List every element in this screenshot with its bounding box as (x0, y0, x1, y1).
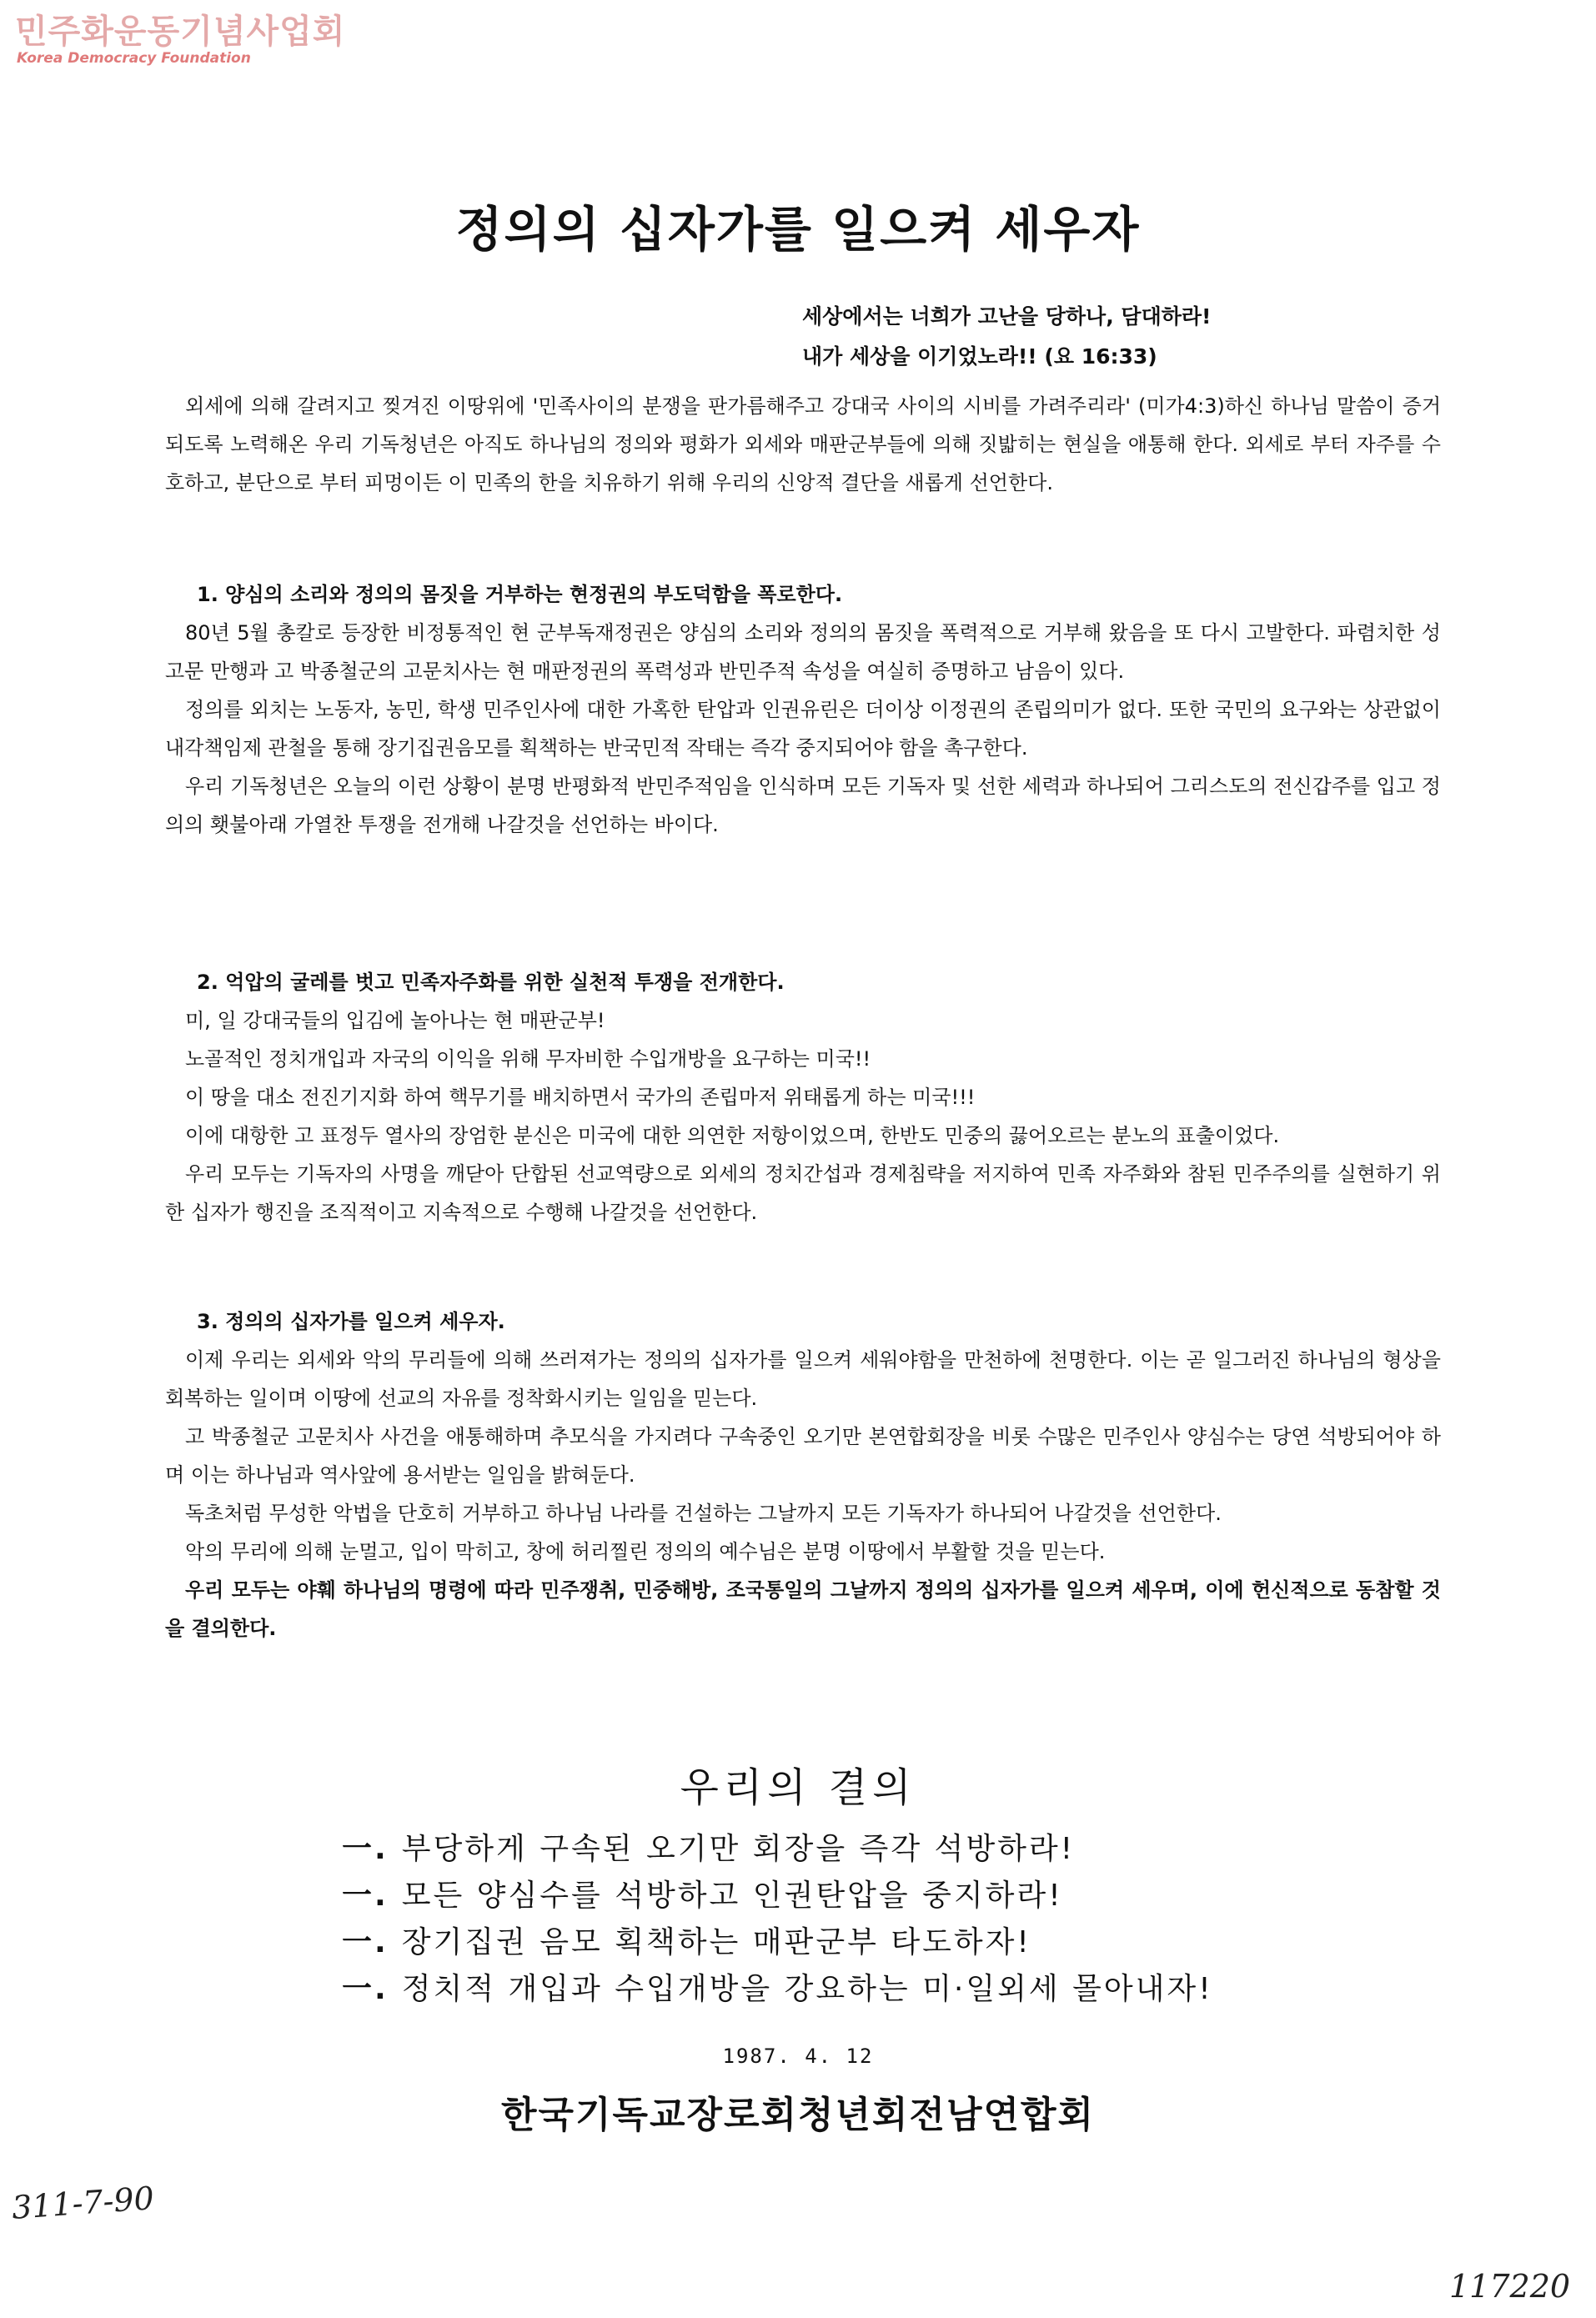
handwritten-page-number: 117220 (1449, 2268, 1571, 2305)
resolution-bullet: 一. (342, 1972, 389, 2006)
resolution-text: 부당하게 구속된 오기만 회장을 즉각 석방하라! (401, 1832, 1076, 1866)
section-2-line-1: 미, 일 강대국들의 입김에 놀아나는 현 매판군부! (185, 1009, 605, 1032)
section-1-heading: 1. 양심의 소리와 정의의 몸짓을 거부하는 현정권의 부도덕함을 폭로한다. (197, 583, 843, 606)
resolution-item (342, 1966, 1213, 2013)
watermark-korean: 민주화운동기념사업회 (15, 13, 346, 51)
resolution-item (342, 1919, 1213, 1966)
watermark-logo (15, 13, 345, 67)
resolution-list (342, 1826, 1213, 2013)
resolution-bullet: 一. (342, 1879, 389, 1913)
epigraph (802, 297, 1211, 377)
resolution-text: 정치적 개입과 수입개방을 강요하는 미·일외세 몰아내자! (401, 1972, 1213, 2006)
watermark-english: Korea Democracy Foundation (17, 50, 251, 67)
section-3-heading: 3. 정의의 십자가를 일으켜 세우자. (197, 1310, 505, 1333)
section-2-line-2: 노골적인 정치개입과 자국의 이익을 위해 무자비한 수입개방을 요구하는 미국!! (185, 1047, 871, 1071)
intro-section (165, 387, 1441, 502)
document-title: 정의의 십자가를 일으켜 세우자 (455, 201, 1141, 258)
resolution-text: 장기집권 음모 획책하는 매판군부 타도하자! (401, 1925, 1031, 1959)
handwritten-archive-number: 311-7-90 (10, 2180, 156, 2226)
resolution-item (342, 1873, 1213, 1919)
section-3-paragraph-3: 독초처럼 무성한 악법을 단호히 거부하고 하나님 나라를 건설하는 그날까지 모든 기독자가 하나되어 나갈것을 선언한다. (185, 1502, 1222, 1525)
section-3-paragraph-5: 우리 모두는 야훼 하나님의 명령에 따라 민주쟁취, 민중해방, 조국통일의 그날까지 정의의 십자가를 일으켜 세우며, 이에 헌신적으로 동참할 것을 결의한다. (165, 1578, 1441, 1640)
intro-paragraph: 외세에 의해 갈려지고 찢겨진 이땅위에 '민족사이의 분쟁을 판가름해주고 강대국 사이의 시비를 가려주리라' (미가4:3)하신 하나님 말씀이 증거되도록 노력해온 우리 기독청년은 아직도 하나님의 정의와 평화가 외세와 매판군부들에 의해 짓밟히는 현실을 애통해 한다. 외세로 부터 자주를 수호하고, 분단으로 부터 피멍이든 이 민족의 한을 치유하기 위해 우리의 신앙적 결단을 새롭게 선언한다. (165, 394, 1441, 494)
section-2-heading: 2. 억압의 굴레를 벗고 민족자주화를 위한 실천적 투쟁을 전개한다. (197, 971, 785, 994)
section-3 (165, 1302, 1441, 1648)
section-1 (165, 575, 1441, 844)
resolution-bullet: 一. (342, 1925, 389, 1959)
resolution-item (342, 1826, 1213, 1873)
organization-name: 한국기독교장로회청년회전남연합회 (500, 2094, 1096, 2136)
epigraph-line-2: 내가 세상을 이기었노라!! (요 16:33) (802, 344, 1157, 369)
section-2-line-3: 이 땅을 대소 전진기지화 하여 핵무기를 배치하면서 국가의 존립마저 위태롭게 하는 미국!!! (185, 1086, 976, 1109)
section-2 (165, 963, 1441, 1232)
resolution-bullet: 一. (342, 1832, 389, 1866)
resolution-title: 우리의 결의 (680, 1764, 916, 1811)
section-1-paragraph-1: 80년 5월 총칼로 등장한 비정통적인 현 군부독재정권은 양심의 소리와 정의의 몸짓을 폭력적으로 거부해 왔음을 또 다시 고발한다. 파렴치한 성고문 만행과 고 박종철군의 고문치사는 현 매판정권의 폭력성과 반민주적 속성을 여실히 증명하고 남음이 있다. (165, 621, 1441, 683)
section-2-paragraph-2: 우리 모두는 기독자의 사명을 깨닫아 단합된 선교역량으로 외세의 정치간섭과 경제침략을 저지하여 민족 자주화와 참된 민주주의를 실현하기 위한 십자가 행진을 조직적이고 지속적으로 수행해 나갈것을 선언한다. (165, 1162, 1441, 1224)
section-1-paragraph-3: 우리 기독청년은 오늘의 이런 상황이 분명 반평화적 반민주적임을 인식하며 모든 기독자 및 선한 세력과 하나되어 그리스도의 전신갑주를 입고 정의의 횃불아래 가열찬 투쟁을 전개해 나갈것을 선언하는 바이다. (165, 775, 1441, 836)
section-1-paragraph-2: 정의를 외치는 노동자, 농민, 학생 민주인사에 대한 가혹한 탄압과 인권유린은 더이상 이정권의 존립의미가 없다. 또한 국민의 요구와는 상관없이 내각책임제 관철을 통해 장기집권음모를 획책하는 반국민적 작태는 즉각 중지되어야 함을 촉구한다. (165, 698, 1441, 760)
section-3-paragraph-1: 이제 우리는 외세와 악의 무리들에 의해 쓰러져가는 정의의 십자가를 일으켜 세워야함을 만천하에 천명한다. 이는 곧 일그러진 하나님의 형상을 회복하는 일이며 이땅에 선교의 자유를 정착화시키는 일임을 믿는다. (165, 1348, 1441, 1410)
section-3-paragraph-4: 악의 무리에 의해 눈멀고, 입이 막히고, 창에 허리찔린 정의의 예수님은 분명 이땅에서 부활할 것을 믿는다. (185, 1540, 1106, 1563)
section-3-paragraph-2: 고 박종철군 고문치사 사건을 애통해하며 추모식을 가지려다 구속중인 오기만 본연합회장을 비롯 수많은 민주인사 양심수는 당연 석방되어야 하며 이는 하나님과 역사앞에 용서받는 일임을 밝혀둔다. (165, 1425, 1441, 1487)
epigraph-line-1: 세상에서는 너희가 고난을 당하나, 담대하라! (802, 304, 1212, 329)
resolution-text: 모든 양심수를 석방하고 인권탄압을 중지하라! (401, 1879, 1063, 1913)
document-date: 1987. 4. 12 (722, 2045, 874, 2068)
section-2-paragraph-1: 이에 대항한 고 표정두 열사의 장엄한 분신은 미국에 대한 의연한 저항이었으며, 한반도 민중의 끓어오르는 분노의 표출이었다. (185, 1124, 1280, 1147)
